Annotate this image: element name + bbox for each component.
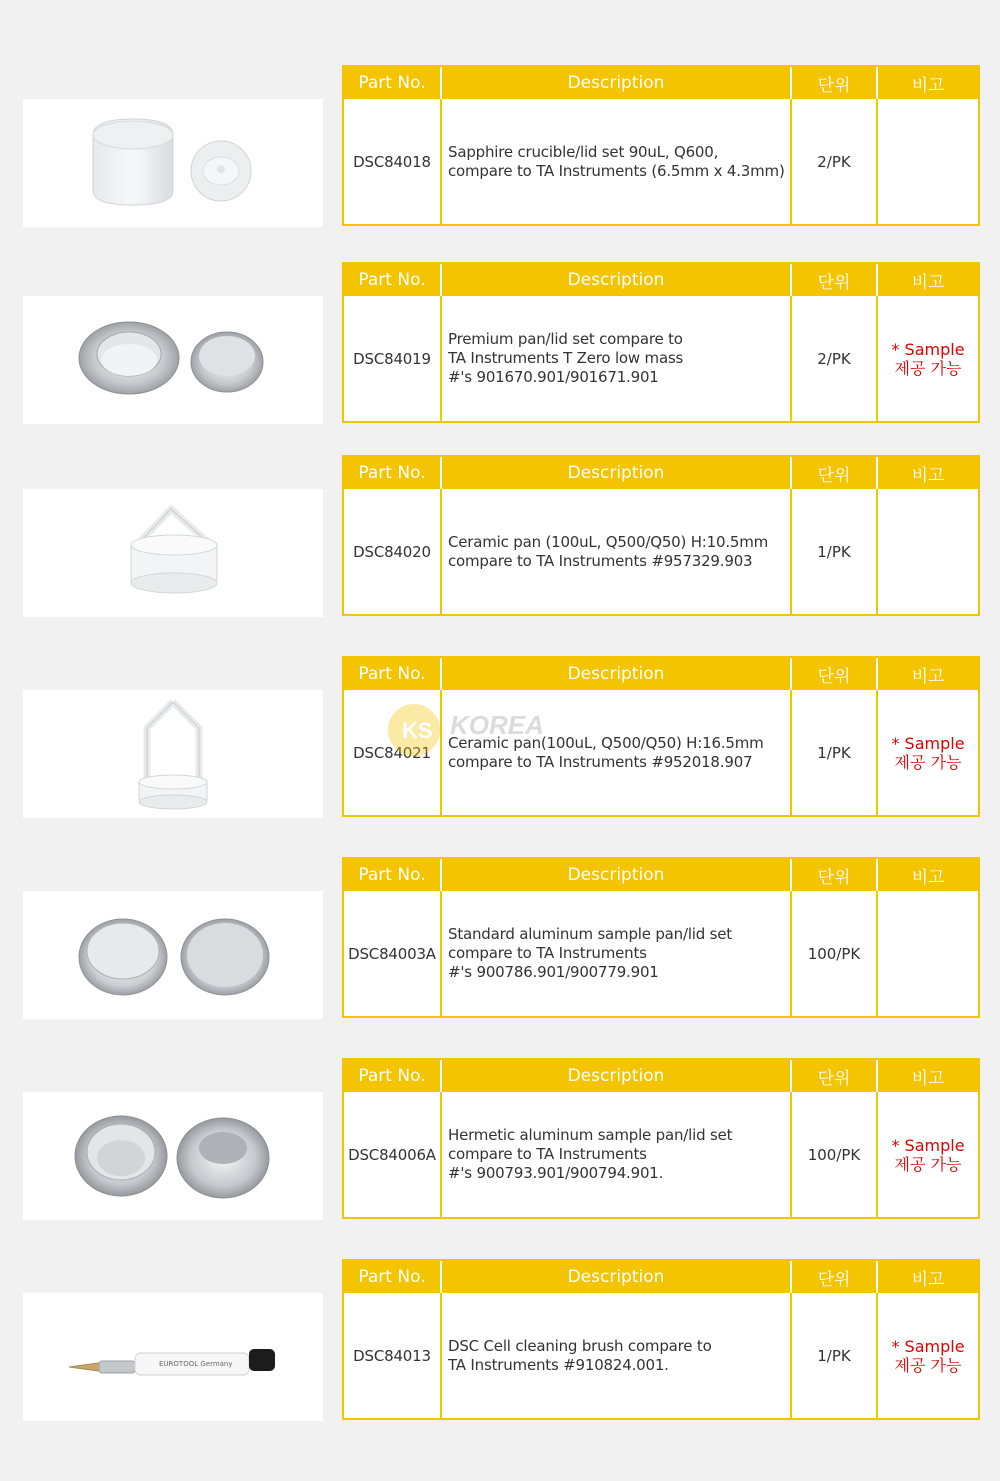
header-unit: 단위 [792,658,878,690]
product-image [23,891,323,1019]
product-image [23,296,323,424]
header-unit: 단위 [792,1060,878,1092]
product-block [0,857,1000,1022]
product-block [0,656,1000,821]
part-number: DSC84021 [344,690,442,815]
header-unit: 단위 [792,1261,878,1293]
remark-value: * Sample 제공 가능 [891,339,965,378]
product-table [342,262,980,423]
product-image [23,690,323,818]
unit-value: 1/PK [792,1293,878,1418]
header-part-no: Part No. [344,1060,442,1092]
header-remark: 비고 [911,867,945,888]
product-description: Ceramic pan(100uL, Q500/Q50) H:16.5mm compare to TA Instruments #952018.907 [442,690,792,815]
remark-value [878,489,978,614]
brush-label: EUROTOOL Germany [159,1360,233,1368]
part-number: DSC84018 [344,99,442,224]
header-part-no: Part No. [344,859,442,891]
product-table [342,1058,980,1219]
header-description: Description [442,264,792,296]
header-remark: 비고 [911,1068,945,1089]
product-image [23,489,323,617]
unit-value: 100/PK [792,891,878,1016]
product-description: Sapphire crucible/lid set 90uL, Q600, compare to TA Instruments (6.5mm x 4.3mm) [442,99,792,224]
product-table [342,65,980,226]
header-description: Description [442,658,792,690]
header-unit: 단위 [792,264,878,296]
header-remark: 비고 [911,272,945,293]
unit-value: 100/PK [792,1092,878,1217]
cleaning-brush-icon [23,1293,323,1421]
product-block [0,1058,1000,1223]
table-row [344,296,978,421]
svg-text:KS: KS [402,718,433,743]
unit-value: 2/PK [792,296,878,421]
part-number: DSC84019 [344,296,442,421]
header-remark: 비고 [911,465,945,486]
hermetic-pan-lid-icon [23,1092,323,1220]
sapphire-crucible-lid-icon [23,99,323,227]
product-block [0,1259,1000,1424]
product-table [342,656,980,817]
product-table [342,455,980,616]
table-row [344,1092,978,1217]
header-description: Description [442,859,792,891]
table-row [344,489,978,614]
remark-value: * Sample 제공 가능 [891,1135,965,1174]
header-part-no: Part No. [344,67,442,99]
table-row [344,99,978,224]
product-block [0,262,1000,427]
unit-value: 2/PK [792,99,878,224]
table-row [344,690,978,815]
header-part-no: Part No. [344,658,442,690]
product-description: DSC Cell cleaning brush compare to TA Instruments #910824.001. [442,1293,792,1418]
table-row [344,1293,978,1418]
remark-value: * Sample 제공 가능 [891,1336,965,1375]
header-unit: 단위 [792,457,878,489]
product-block [0,65,1000,230]
header-description: Description [442,1261,792,1293]
header-unit: 단위 [792,859,878,891]
aluminum-pan-lid-icon [23,891,323,1019]
product-table [342,1259,980,1420]
header-part-no: Part No. [344,457,442,489]
product-image [23,99,323,227]
remark-value [878,891,978,1016]
product-image [23,1293,323,1421]
product-description: Ceramic pan (100uL, Q500/Q50) H:10.5mm compare to TA Instruments #957329.903 [442,489,792,614]
part-number: DSC84020 [344,489,442,614]
part-number: DSC84006A [344,1092,442,1217]
product-block [0,455,1000,620]
header-description: Description [442,67,792,99]
header-part-no: Part No. [344,264,442,296]
table-row [344,891,978,1016]
unit-value: 1/PK [792,489,878,614]
ceramic-pan-tall-icon [23,690,323,818]
header-remark: 비고 [911,666,945,687]
header-description: Description [442,457,792,489]
part-number: DSC84013 [344,1293,442,1418]
watermark-text: KOREA [450,710,544,740]
premium-pan-lid-icon [23,296,323,424]
unit-value: 1/PK [792,690,878,815]
product-table [342,857,980,1018]
product-description: Standard aluminum sample pan/lid set compare to TA Instruments #'s 900786.901/900779.901 [442,891,792,1016]
remark-value: * Sample 제공 가능 [891,733,965,772]
header-remark: 비고 [911,1269,945,1290]
header-part-no: Part No. [344,1261,442,1293]
ceramic-pan-short-icon [23,489,323,617]
product-description: Premium pan/lid set compare to TA Instruments T Zero low mass #'s 901670.901/901671.901 [442,296,792,421]
header-unit: 단위 [792,67,878,99]
part-number: DSC84003A [344,891,442,1016]
product-description: Hermetic aluminum sample pan/lid set compare to TA Instruments #'s 900793.901/900794.901. [442,1092,792,1217]
remark-value [878,99,978,224]
header-description: Description [442,1060,792,1092]
product-image [23,1092,323,1220]
header-remark: 비고 [911,75,945,96]
